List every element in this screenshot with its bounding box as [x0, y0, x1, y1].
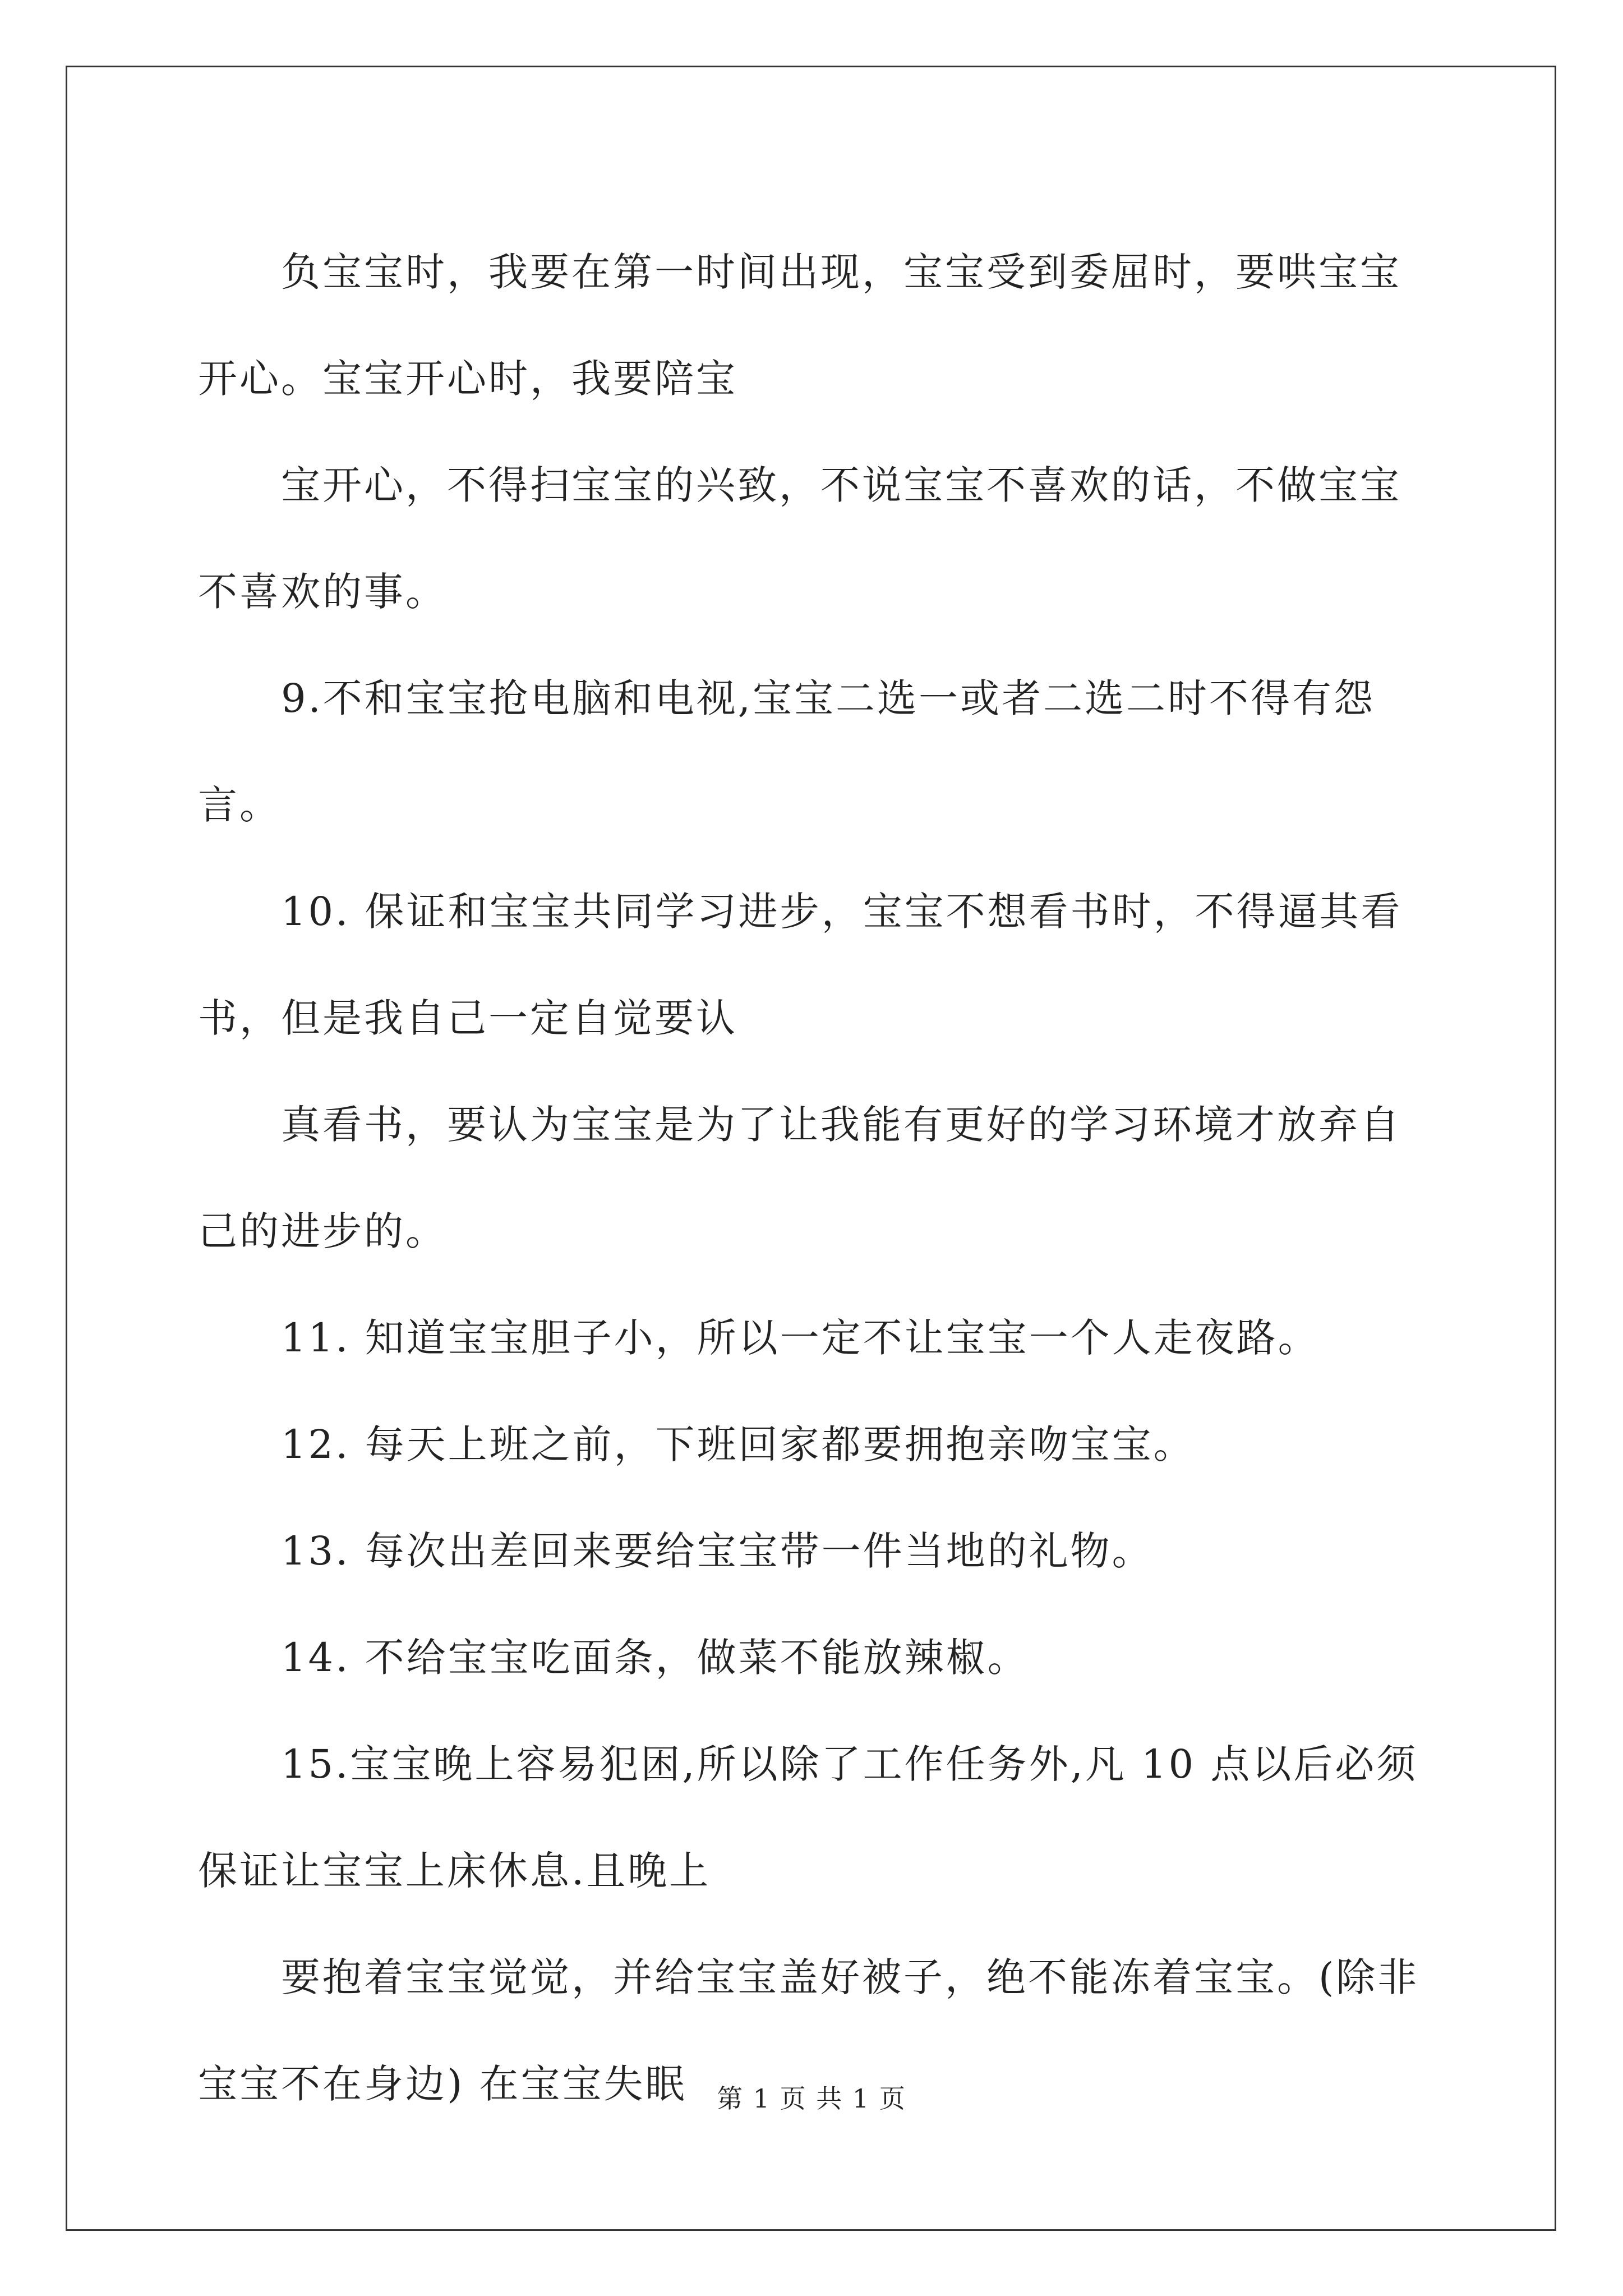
paragraph: 宝开心，不得扫宝宝的兴致，不说宝宝不喜欢的话，不做宝宝不喜欢的事。 [198, 462, 1401, 615]
paragraph: 真看书，要认为宝宝是为了让我能有更好的学习环境才放弃自己的进步的。 [198, 1102, 1401, 1254]
paragraph: 9.不和宝宝抢电脑和电视,宝宝二选一或者二选二时不得有怨言。 [198, 675, 1376, 828]
paragraph: 11. 知道宝宝胆子小，所以一定不让宝宝一个人走夜路。 [281, 1315, 1320, 1361]
paragraph: 要抱着宝宝觉觉，并给宝宝盖好被子，绝不能冻着宝宝。(除非宝宝不在身边) 在宝宝失眠 [198, 1954, 1419, 2107]
paragraph: 15.宝宝晚上容易犯困,所以除了工作任务外,凡 10 点以后必须保证让宝宝上床休息.且晚上 [198, 1741, 1418, 1894]
paragraph: 10. 保证和宝宝共同学习进步，宝宝不想看书时，不得逼其看书，但是我自己一定自觉要认 [198, 889, 1403, 1041]
page-number-footer: 第 1 页 共 1 页 [717, 2083, 906, 2114]
paragraph: 13. 每次出差回来要给宝宝带一件当地的礼物。 [281, 1528, 1154, 1574]
document-body [198, 219, 1426, 2137]
paragraph: 14. 不给宝宝吃面条，做菜不能放辣椒。 [281, 1635, 1029, 1681]
paragraph: 负宝宝时，我要在第一时间出现，宝宝受到委屈时，要哄宝宝开心。宝宝开心时，我要陪宝 [198, 249, 1401, 402]
paragraph: 12. 每天上班之前，下班回家都要拥抱亲吻宝宝。 [281, 1421, 1195, 1467]
